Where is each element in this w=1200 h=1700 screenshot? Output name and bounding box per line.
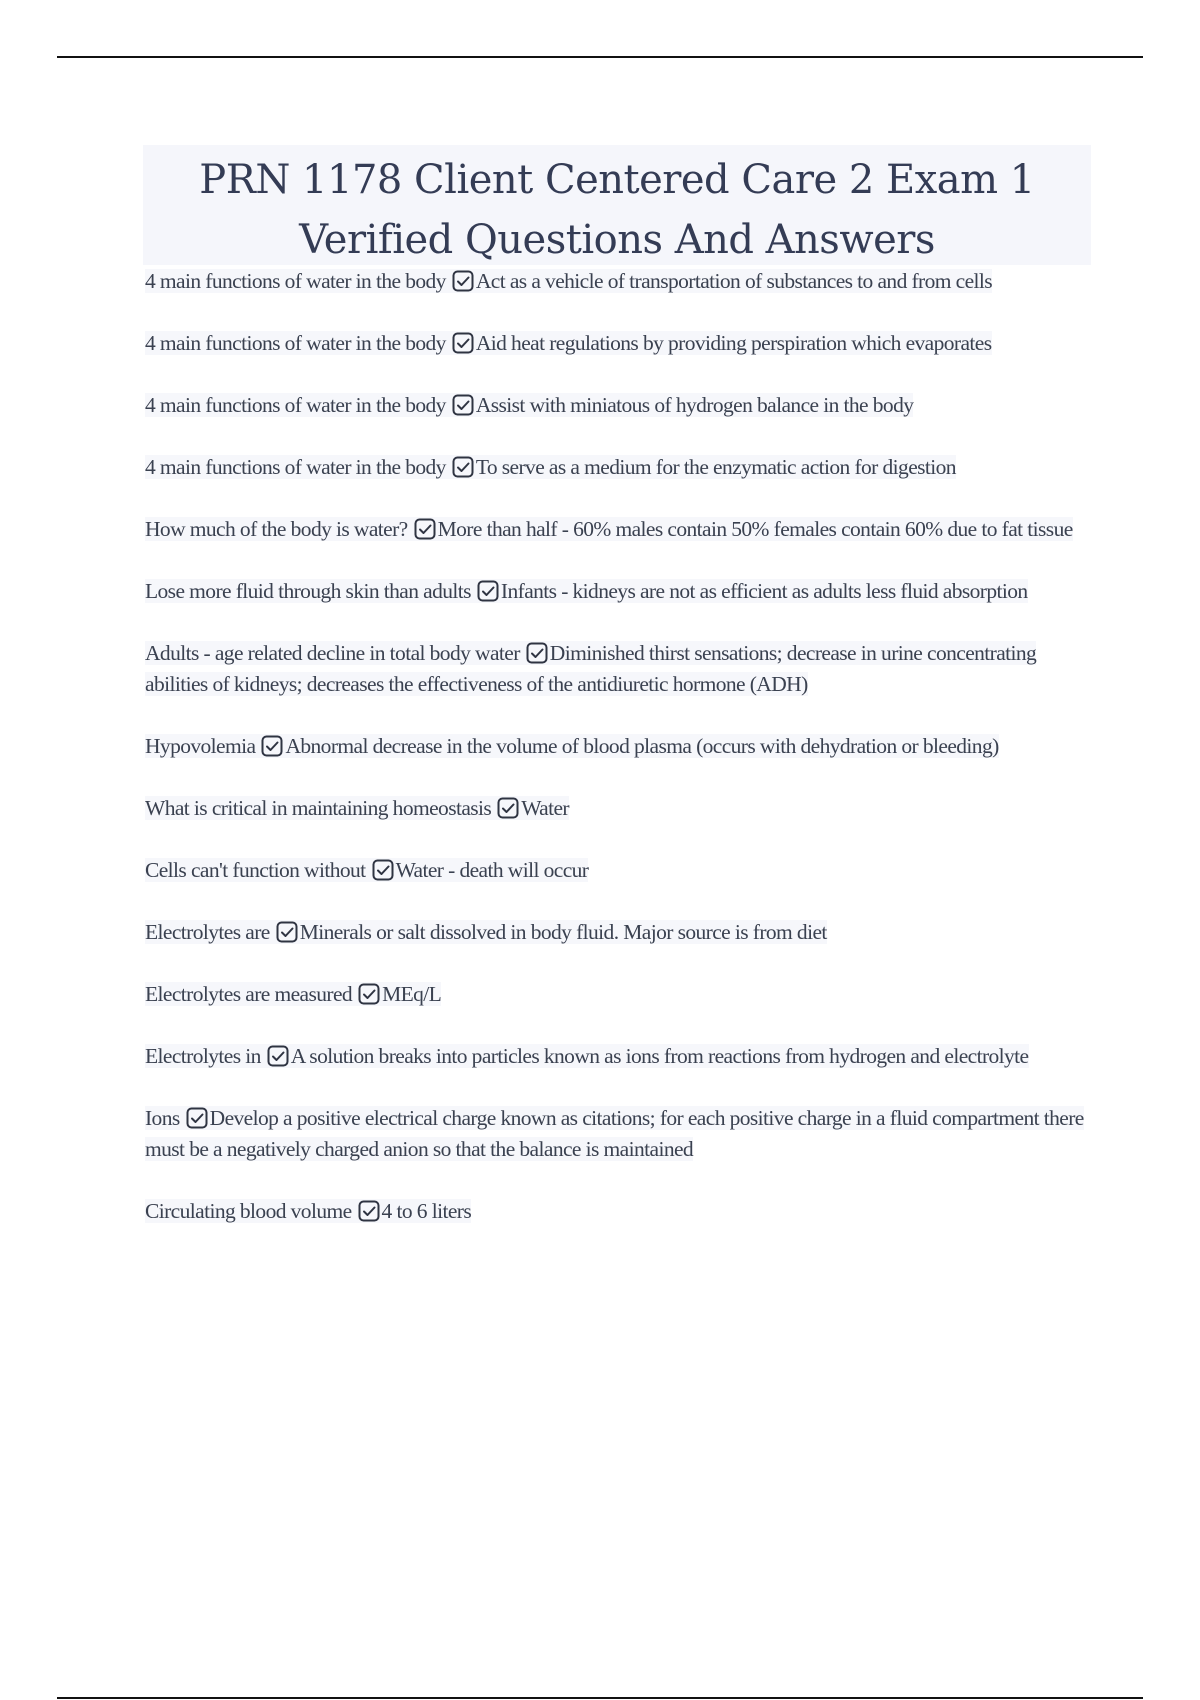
answer-text: Infants - kidneys are not as efficient as adults less fluid absorption (500, 579, 1028, 603)
qa-item (145, 855, 1085, 886)
answer-text: Develop a positive electrical charge known as citations; for each positive charge in a fluid compartment there must be a negatively charged anion so that the balance is maintained (145, 1106, 1084, 1161)
answer-text: MEq/L (382, 982, 442, 1006)
question-text: Hypovolemia (145, 734, 256, 758)
question-text: 4 main functions of water in the body (145, 269, 446, 293)
qa-item (145, 793, 1085, 824)
answer-text: Water (521, 796, 569, 820)
question-text: Electrolytes in (145, 1044, 261, 1068)
qa-item (145, 731, 1085, 762)
answer-text: Water - death will occur (395, 858, 589, 882)
answer-text: Assist with miniatous of hydrogen balance in the body (475, 393, 914, 417)
qa-item (145, 1103, 1085, 1165)
qa-item (145, 979, 1085, 1010)
answer-text: Diminished thirst sensations; decrease in urine concentrating abilities of kidneys; decreases the effectiveness of the antidiuretic hormone (ADH) (145, 641, 1037, 696)
checkbox-checked-icon (358, 983, 380, 1005)
question-text: What is critical in maintaining homeostasis (145, 796, 492, 820)
answer-text: Abnormal decrease in the volume of blood plasma (occurs with dehydration or bleeding) (285, 734, 999, 758)
qa-item (145, 514, 1085, 545)
checkbox-checked-icon (414, 518, 436, 540)
answer-text: 4 to 6 liters (381, 1199, 472, 1223)
qa-item (145, 390, 1085, 421)
checkbox-checked-icon (267, 1045, 289, 1067)
question-text: Electrolytes are (145, 920, 270, 944)
qa-list (145, 266, 1085, 1258)
question-text: Circulating blood volume (145, 1199, 352, 1223)
answer-text: A solution breaks into particles known as ions from reactions from hydrogen and electrolyte (290, 1044, 1029, 1068)
question-text: Electrolytes are measured (145, 982, 353, 1006)
qa-item (145, 266, 1085, 297)
checkbox-checked-icon (452, 270, 474, 292)
checkbox-checked-icon (186, 1107, 208, 1129)
answer-text: To serve as a medium for the enzymatic action for digestion (475, 455, 956, 479)
checkbox-checked-icon (358, 1200, 380, 1222)
checkbox-checked-icon (261, 735, 283, 757)
answer-text: Act as a vehicle of transportation of substances to and from cells (475, 269, 993, 293)
qa-item (145, 576, 1085, 607)
question-text: Adults - age related decline in total body water (145, 641, 520, 665)
answer-text: Aid heat regulations by providing perspiration which evaporates (475, 331, 992, 355)
qa-item (145, 328, 1085, 359)
qa-item (145, 917, 1085, 948)
answer-text: More than half - 60% males contain 50% females contain 60% due to fat tissue (437, 517, 1073, 541)
question-text: 4 main functions of water in the body (145, 455, 446, 479)
question-text: 4 main functions of water in the body (145, 331, 446, 355)
question-text: How much of the body is water? (145, 517, 408, 541)
checkbox-checked-icon (452, 332, 474, 354)
qa-item (145, 1041, 1085, 1072)
checkbox-checked-icon (477, 580, 499, 602)
question-text: 4 main functions of water in the body (145, 393, 446, 417)
checkbox-checked-icon (526, 642, 548, 664)
bottom-rule (57, 1697, 1143, 1699)
checkbox-checked-icon (452, 394, 474, 416)
question-text: Ions (145, 1106, 180, 1130)
answer-text: Minerals or salt dissolved in body fluid. Major source is from diet (299, 920, 827, 944)
checkbox-checked-icon (452, 456, 474, 478)
top-rule (57, 56, 1143, 58)
qa-item (145, 638, 1085, 700)
qa-item (145, 1196, 1085, 1227)
qa-item (145, 452, 1085, 483)
question-text: Lose more fluid through skin than adults (145, 579, 471, 603)
question-text: Cells can't function without (145, 858, 366, 882)
checkbox-checked-icon (497, 797, 519, 819)
checkbox-checked-icon (372, 859, 394, 881)
checkbox-checked-icon (276, 921, 298, 943)
document-title: PRN 1178 Client Centered Care 2 Exam 1 Verified Questions And Answers (199, 157, 1035, 263)
